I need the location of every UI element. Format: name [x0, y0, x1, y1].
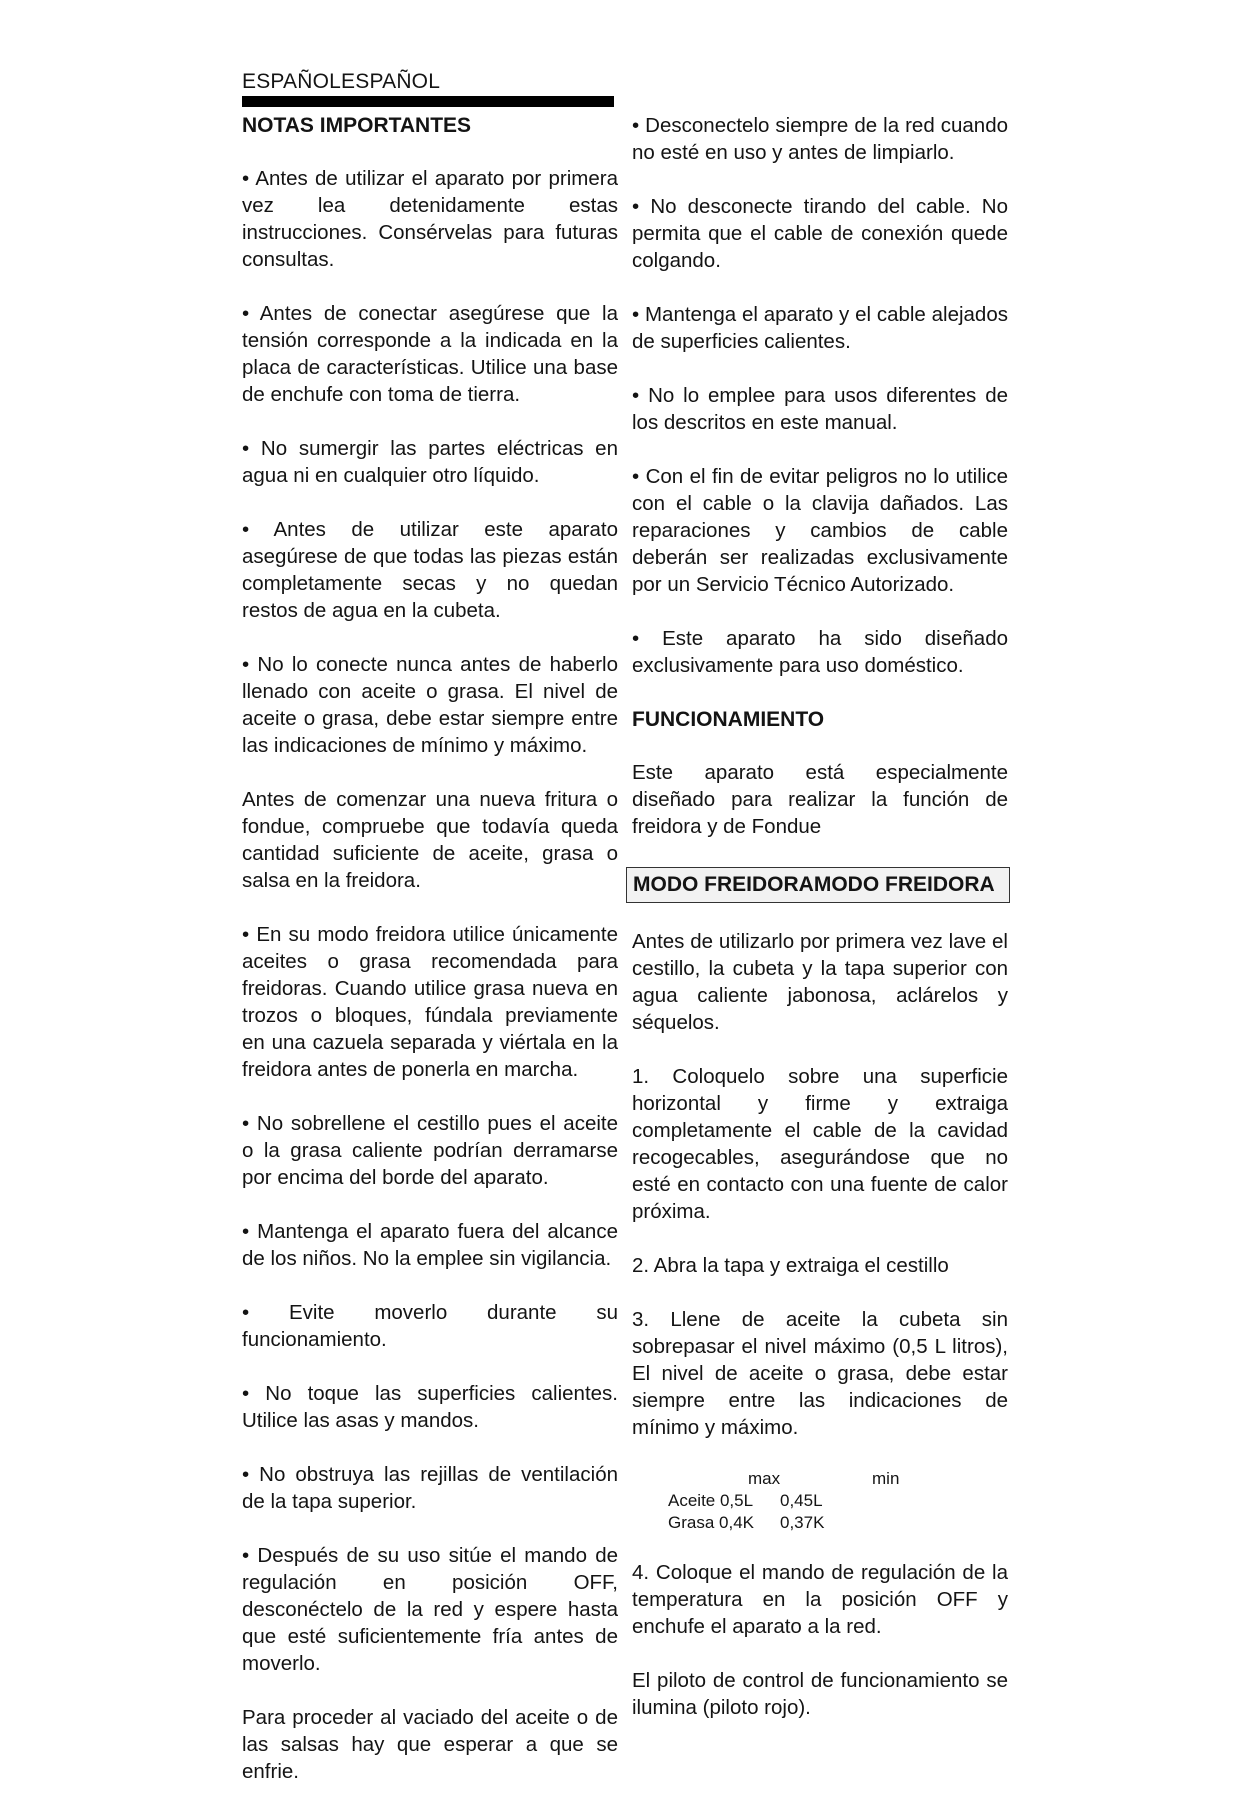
fill-levels-table: [632, 1468, 1008, 1534]
level-name-max: Aceite 0,5L: [668, 1491, 754, 1510]
note-paragraph: Para proceder al vaciado del aceite o de las salsas hay que esperar a que se enfrie.: [242, 1706, 618, 1783]
note-paragraph: • Antes de utilizar este aparato asegúrese de que todas las piezas están completamente secas y no quedan restos de agua en la cubeta.: [242, 518, 618, 622]
mode-paragraph: 1. Coloquelo sobre una superficie horizontal y firme y extraiga completamente el cable de la cavidad recogecables, asegurándose que no esté en contacto con una fuente de calor próxima.: [632, 1065, 1008, 1223]
mode-paragraph: El piloto de control de funcionamiento se ilumina (piloto rojo).: [632, 1669, 1008, 1719]
level-name-max: Grasa 0,4K: [668, 1513, 754, 1532]
note-paragraph: • No lo emplee para usos diferentes de los descritos en este manual.: [632, 384, 1008, 434]
fryer-mode-title: MODO FREIDORAMODO FREIDORA: [626, 867, 1010, 903]
levels-header-row: [632, 1468, 1008, 1490]
left-column: [242, 112, 618, 1812]
note-paragraph: • No obstruya las rejillas de ventilación de la tapa superior.: [242, 1463, 618, 1513]
note-paragraph: • Con el fin de evitar peligros no lo utilice con el cable o la clavija dañados. Las reparaciones y cambios de cable deberán ser realizadas exclusivamente por un Servicio Técnico Autorizado.: [632, 465, 1008, 596]
note-paragraph: • No sobrellene el cestillo pues el aceite o la grasa caliente podrían derramarse por encima del borde del aparato.: [242, 1112, 618, 1189]
note-paragraph: • No sumergir las partes eléctricas en agua ni en cualquier otro líquido.: [242, 437, 618, 487]
note-paragraph: • Después de su uso sitúe el mando de regulación en posición OFF, desconéctelo de la red y espere hasta que esté suficientemente fría antes de moverlo.: [242, 1544, 618, 1675]
level-min: 0,37K: [780, 1513, 825, 1532]
note-paragraph: • Desconectelo siempre de la red cuando no esté en uso y antes de limpiarlo.: [632, 114, 1008, 164]
note-paragraph: • En su modo freidora utilice únicamente aceites o grasa recomendada para freidoras. Cuando utilice grasa nueva en trozos o bloques, fúndala previamente en una cazuela separada y viértala en la freidora antes de ponerla en marcha.: [242, 923, 618, 1081]
right-column: [632, 112, 1008, 1748]
note-paragraph: • No toque las superficies calientes. Utilice las asas y mandos.: [242, 1382, 618, 1432]
mode-paragraph: 2. Abra la tapa y extraiga el cestillo: [632, 1254, 949, 1277]
max-label: max: [748, 1469, 781, 1488]
note-paragraph: • Este aparato ha sido diseñado exclusivamente para uso doméstico.: [632, 627, 1008, 677]
mode-paragraph: Antes de utilizarlo por primera vez lave el cestillo, la cubeta y la tapa superior con agua caliente jabonosa, aclárelos y séquelos.: [632, 930, 1008, 1034]
operation-title: FUNCIONAMIENTO: [632, 708, 825, 731]
note-paragraph: • Antes de utilizar el aparato por primera vez lea detenidamente estas instrucciones. Consérvelas para futuras consultas.: [242, 167, 618, 271]
note-paragraph: • Evite moverlo durante su funcionamiento.: [242, 1301, 618, 1351]
mode-paragraph: 3. Llene de aceite la cubeta sin sobrepasar el nivel máximo (0,5 L litros), El nivel de aceite o grasa, debe estar siempre entre las indicaciones de mínimo y máximo.: [632, 1308, 1008, 1439]
level-min: 0,45L: [780, 1491, 823, 1510]
note-paragraph: • Antes de conectar asegúrese que la tensión corresponde a la indicada en la placa de características. Utilice una base de enchufe con toma de tierra.: [242, 302, 618, 406]
note-paragraph: • No desconecte tirando del cable. No permita que el cable de conexión quede colgando.: [632, 195, 1008, 272]
note-paragraph: Antes de comenzar una nueva fritura o fondue, compruebe que todavía queda cantidad suficiente de aceite, grasa o salsa en la freidora.: [242, 788, 618, 892]
min-label: min: [872, 1469, 900, 1488]
levels-row: [632, 1490, 1008, 1512]
language-header: ESPAÑOLESPAÑOL: [242, 70, 441, 93]
header-rule: [242, 96, 614, 107]
note-paragraph: • Mantenga el aparato y el cable alejados de superficies calientes.: [632, 303, 1008, 353]
note-paragraph: • No lo conecte nunca antes de haberlo llenado con aceite o grasa. El nivel de aceite o grasa, debe estar siempre entre las indicaciones de mínimo y máximo.: [242, 653, 618, 757]
important-notes-title: NOTAS IMPORTANTES: [242, 114, 472, 137]
operation-text: Este aparato está especialmente diseñado para realizar la función de freidora y de Fondue: [632, 761, 1008, 838]
note-paragraph: • Mantenga el aparato fuera del alcance de los niños. No la emplee sin vigilancia.: [242, 1220, 618, 1270]
mode-paragraph: 4. Coloque el mando de regulación de la temperatura en la posición OFF y enchufe el aparato a la red.: [632, 1561, 1008, 1638]
levels-row: [632, 1512, 1008, 1534]
